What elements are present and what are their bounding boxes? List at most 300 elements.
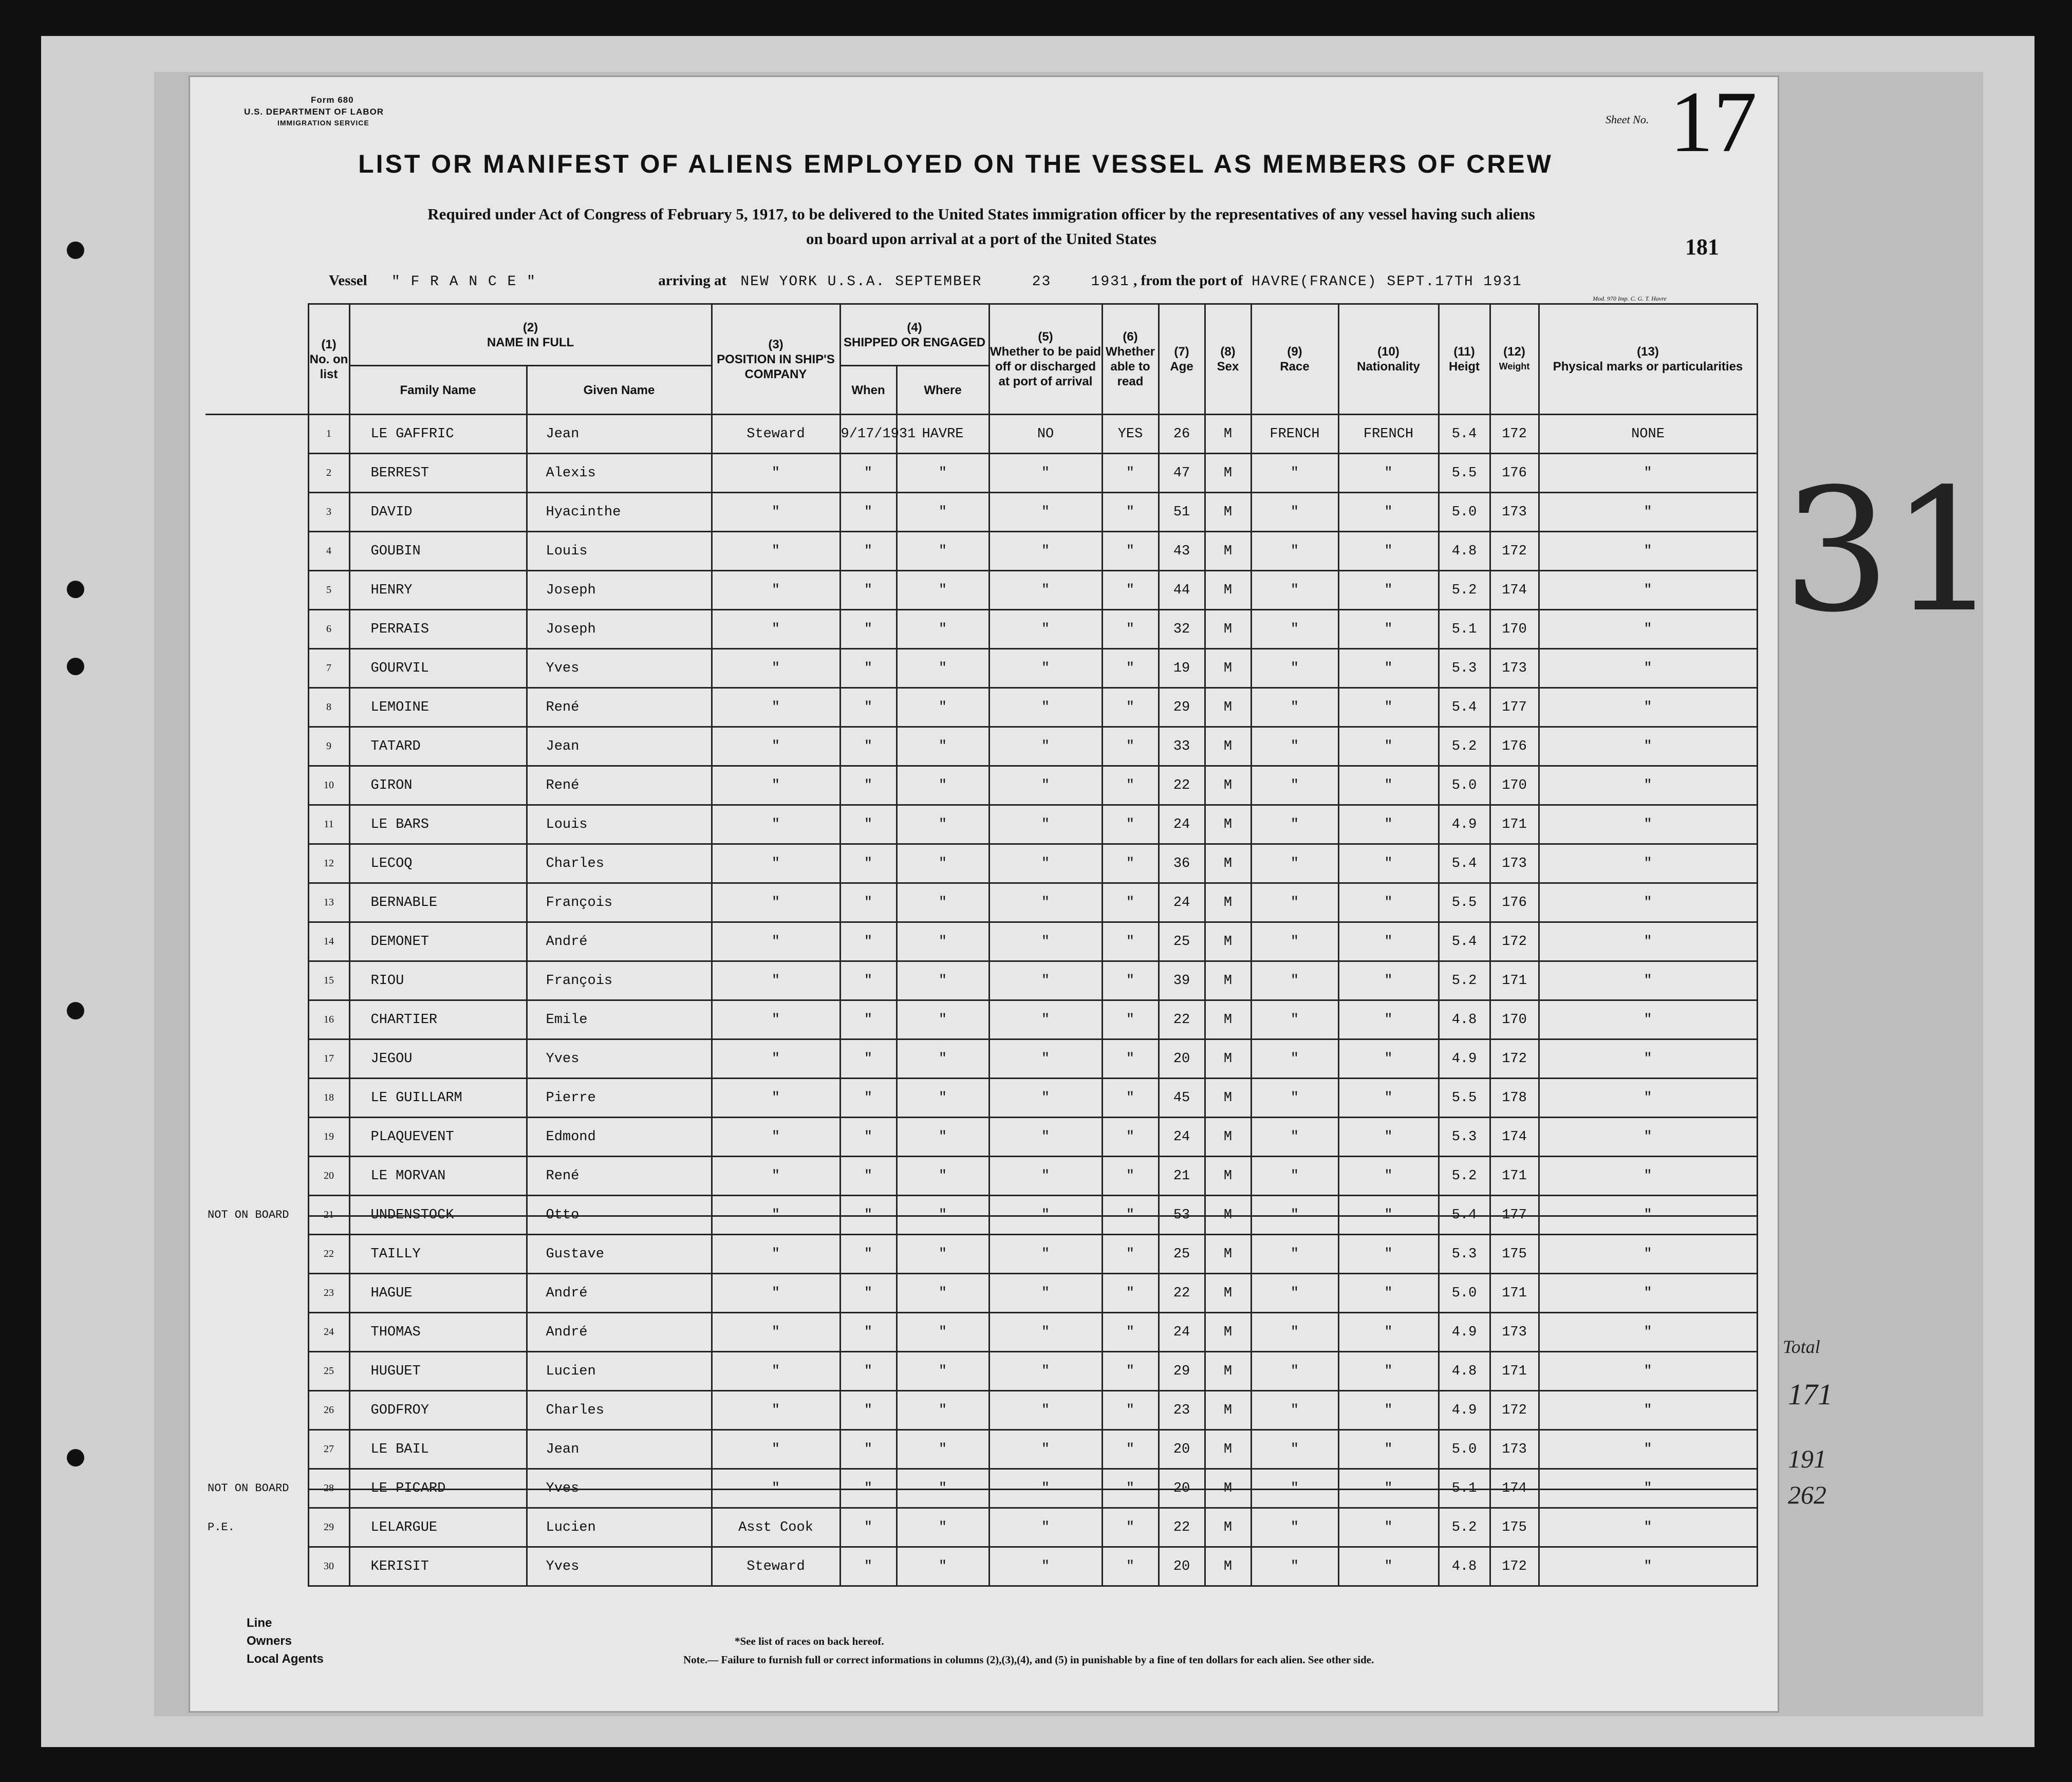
row-number-cell: 13 xyxy=(308,883,349,922)
nationality-cell: " xyxy=(1338,1235,1439,1274)
requirement-line-1: Required under Act of Congress of February 5, 1917, to be delivered to the United States immigration officer by the representatives of any vessel having such aliens xyxy=(427,205,1535,223)
position-cell: Steward xyxy=(712,415,840,454)
binder-hole xyxy=(67,1449,84,1467)
table-row xyxy=(206,1079,1757,1118)
margin-note-cell xyxy=(206,883,308,922)
family-name-cell: PLAQUEVENT xyxy=(349,1118,527,1157)
row-number-cell: 27 xyxy=(308,1430,349,1469)
nationality-cell: " xyxy=(1338,454,1439,493)
age-cell: 32 xyxy=(1159,610,1205,649)
physical-marks-cell: " xyxy=(1539,649,1757,688)
physical-marks-cell: " xyxy=(1539,1079,1757,1118)
margin-note-cell xyxy=(206,1313,308,1352)
shipped-where-cell: " xyxy=(897,649,989,688)
nationality-cell: " xyxy=(1338,610,1439,649)
race-cell: " xyxy=(1251,1040,1338,1079)
handwritten-number: 31 xyxy=(1783,452,1999,649)
nationality-cell: " xyxy=(1338,688,1439,727)
nationality-cell: " xyxy=(1338,766,1439,805)
nationality-cell: " xyxy=(1338,1313,1439,1352)
shipped-when-cell: " xyxy=(840,454,897,493)
sheet-number: 17 xyxy=(1670,73,1757,170)
family-name-cell: LE BAIL xyxy=(349,1430,527,1469)
margin-note-cell xyxy=(206,1157,308,1196)
nationality-cell: " xyxy=(1338,1508,1439,1547)
race-cell: " xyxy=(1251,688,1338,727)
shipped-where-cell: " xyxy=(897,1274,989,1313)
margin-note-cell xyxy=(206,688,308,727)
table-row xyxy=(206,532,1757,571)
row-number-cell: 17 xyxy=(308,1040,349,1079)
arrival-day: 23 xyxy=(1032,274,1052,290)
age-cell: 43 xyxy=(1159,532,1205,571)
shipped-where-cell: " xyxy=(897,493,989,532)
family-name-cell: LEMOINE xyxy=(349,688,527,727)
height-cell: 5.5 xyxy=(1439,883,1490,922)
age-cell: 20 xyxy=(1159,1469,1205,1508)
row-number-cell: 3 xyxy=(308,493,349,532)
row-number-cell: 11 xyxy=(308,805,349,844)
races-note: *See list of races on back hereof. xyxy=(735,1635,884,1647)
position-cell: " xyxy=(712,1079,840,1118)
given-name-cell: Charles xyxy=(527,844,712,883)
weight-cell: 172 xyxy=(1490,1547,1539,1586)
family-name-cell: GODFROY xyxy=(349,1391,527,1430)
height-cell: 5.2 xyxy=(1439,571,1490,610)
paid-off-cell: " xyxy=(989,493,1102,532)
weight-cell: 172 xyxy=(1490,922,1539,961)
weight-cell: 176 xyxy=(1490,883,1539,922)
position-cell: " xyxy=(712,805,840,844)
form-number: Form 680 xyxy=(311,95,354,105)
shipped-when-cell: " xyxy=(840,766,897,805)
age-cell: 20 xyxy=(1159,1547,1205,1586)
margin-note-cell xyxy=(206,805,308,844)
margin-note-cell xyxy=(206,1547,308,1586)
position-cell: " xyxy=(712,1469,840,1508)
shipped-when-cell: " xyxy=(840,1508,897,1547)
shipped-where-cell: " xyxy=(897,1079,989,1118)
strike-line xyxy=(898,1215,988,1217)
able-to-read-cell: " xyxy=(1102,688,1159,727)
sheet-label: Sheet No. xyxy=(1606,113,1649,126)
shipped-when-cell: " xyxy=(840,1430,897,1469)
position-cell: " xyxy=(712,1430,840,1469)
paid-off-cell: " xyxy=(989,1313,1102,1352)
sex-cell: M xyxy=(1205,1430,1251,1469)
margin-note-cell: NOT ON BOARD xyxy=(206,1469,308,1508)
weight-cell: 173 xyxy=(1490,493,1539,532)
table-row xyxy=(206,1040,1757,1079)
paid-off-cell: " xyxy=(989,922,1102,961)
table-row xyxy=(206,610,1757,649)
total-value-2: 191 xyxy=(1788,1444,1826,1473)
nationality-cell: " xyxy=(1338,1274,1439,1313)
row-number-cell: 9 xyxy=(308,727,349,766)
table-row xyxy=(206,727,1757,766)
weight-cell: 175 xyxy=(1490,1235,1539,1274)
race-cell: " xyxy=(1251,1313,1338,1352)
nationality-cell: " xyxy=(1338,961,1439,1000)
physical-marks-cell: " xyxy=(1539,766,1757,805)
nationality-cell: " xyxy=(1338,1118,1439,1157)
age-cell: 33 xyxy=(1159,727,1205,766)
sex-cell: M xyxy=(1205,805,1251,844)
paid-off-cell: " xyxy=(989,454,1102,493)
shipped-where-cell: " xyxy=(897,1157,989,1196)
height-cell: 4.9 xyxy=(1439,1391,1490,1430)
margin-note-cell xyxy=(206,1079,308,1118)
nationality-cell: " xyxy=(1338,493,1439,532)
shipped-where-cell: " xyxy=(897,688,989,727)
sex-cell: M xyxy=(1205,1196,1251,1235)
weight-cell: 173 xyxy=(1490,844,1539,883)
nationality-cell: " xyxy=(1338,922,1439,961)
shipped-when-cell: " xyxy=(840,1391,897,1430)
physical-marks-cell: " xyxy=(1539,688,1757,727)
paid-off-cell: " xyxy=(989,961,1102,1000)
sex-cell: M xyxy=(1205,1508,1251,1547)
able-to-read-cell: " xyxy=(1102,454,1159,493)
age-cell: 20 xyxy=(1159,1040,1205,1079)
age-cell: 19 xyxy=(1159,649,1205,688)
table-row xyxy=(206,1547,1757,1586)
table-row xyxy=(206,1469,1757,1508)
position-cell: Asst Cook xyxy=(712,1508,840,1547)
able-to-read-cell: " xyxy=(1102,844,1159,883)
family-name-cell: TATARD xyxy=(349,727,527,766)
col-sex: (8) Sex xyxy=(1205,304,1251,415)
able-to-read-cell: " xyxy=(1102,571,1159,610)
sex-cell: M xyxy=(1205,532,1251,571)
height-cell: 4.8 xyxy=(1439,1547,1490,1586)
position-cell: " xyxy=(712,922,840,961)
row-number-cell: 26 xyxy=(308,1391,349,1430)
col-when: When xyxy=(840,366,897,415)
requirement-line-2: on board upon arrival at a port of the United States xyxy=(806,230,1156,248)
col-height: (11) Heigt xyxy=(1439,304,1490,415)
age-cell: 47 xyxy=(1159,454,1205,493)
row-number-cell: 1 xyxy=(308,415,349,454)
service: IMMIGRATION SERVICE xyxy=(277,119,369,127)
margin-note-cell xyxy=(206,610,308,649)
position-cell: " xyxy=(712,1000,840,1040)
physical-marks-cell: " xyxy=(1539,1508,1757,1547)
physical-marks-cell: " xyxy=(1539,532,1757,571)
position-cell: " xyxy=(712,883,840,922)
family-name-cell: LECOQ xyxy=(349,844,527,883)
able-to-read-cell: " xyxy=(1102,1235,1159,1274)
weight-cell: 173 xyxy=(1490,649,1539,688)
margin-note-cell: P.E. xyxy=(206,1508,308,1547)
shipped-when-cell: " xyxy=(840,1352,897,1391)
height-cell: 5.4 xyxy=(1439,688,1490,727)
race-cell: " xyxy=(1251,1391,1338,1430)
given-name-cell: François xyxy=(527,961,712,1000)
total-value-3: 262 xyxy=(1788,1480,1826,1509)
given-name-cell: Lucien xyxy=(527,1508,712,1547)
margin-note-cell xyxy=(206,1352,308,1391)
given-name-cell: Pierre xyxy=(527,1079,712,1118)
able-to-read-cell: " xyxy=(1102,922,1159,961)
col-physical-marks: (13) Physical marks or particularities xyxy=(1539,304,1757,415)
physical-marks-cell: " xyxy=(1539,1313,1757,1352)
height-cell: 5.3 xyxy=(1439,649,1490,688)
from-label: , from the port of xyxy=(1133,272,1243,289)
shipped-where-cell: " xyxy=(897,454,989,493)
row-number-cell: 5 xyxy=(308,571,349,610)
strike-line xyxy=(898,1489,988,1490)
able-to-read-cell: " xyxy=(1102,649,1159,688)
sex-cell: M xyxy=(1205,922,1251,961)
shipped-where-cell: " xyxy=(897,1235,989,1274)
printer-mark: Mod. 970 Imp. C. G. T. Havre xyxy=(1593,295,1667,302)
height-cell: 4.8 xyxy=(1439,532,1490,571)
strike-line xyxy=(1103,1489,1158,1490)
height-cell: 5.4 xyxy=(1439,415,1490,454)
paid-off-cell: " xyxy=(989,571,1102,610)
family-name-cell: BERREST xyxy=(349,454,527,493)
strike-line xyxy=(713,1215,839,1217)
strike-line xyxy=(309,1489,349,1490)
race-cell: " xyxy=(1251,1508,1338,1547)
given-name-cell: Jean xyxy=(527,1430,712,1469)
strike-line xyxy=(841,1489,896,1490)
shipped-when-cell: " xyxy=(840,1040,897,1079)
height-cell: 5.4 xyxy=(1439,1196,1490,1235)
physical-marks-cell: " xyxy=(1539,610,1757,649)
paid-off-cell: " xyxy=(989,1040,1102,1079)
race-cell: " xyxy=(1251,1157,1338,1196)
age-cell: 22 xyxy=(1159,766,1205,805)
strike-line xyxy=(1160,1215,1204,1217)
table-body xyxy=(206,415,1757,1586)
position-cell: " xyxy=(712,688,840,727)
height-cell: 5.2 xyxy=(1439,1508,1490,1547)
race-cell: " xyxy=(1251,1547,1338,1586)
position-cell: " xyxy=(712,1352,840,1391)
nationality-cell: " xyxy=(1338,1000,1439,1040)
physical-marks-cell: " xyxy=(1539,1118,1757,1157)
family-name-cell: RIOU xyxy=(349,961,527,1000)
height-cell: 5.5 xyxy=(1439,1079,1490,1118)
fine-note: Note.— Failure to furnish full or correct informations in columns (2),(3),(4), and (5) in punishable by a fine of ten dollars for each alien. See other side. xyxy=(683,1654,1374,1666)
given-name-cell: Louis xyxy=(527,532,712,571)
shipped-where-cell: " xyxy=(897,922,989,961)
position-cell: " xyxy=(712,532,840,571)
given-name-cell: André xyxy=(527,922,712,961)
position-cell: " xyxy=(712,1157,840,1196)
physical-marks-cell: " xyxy=(1539,1196,1757,1235)
row-number-cell: 19 xyxy=(308,1118,349,1157)
physical-marks-cell: NONE xyxy=(1539,415,1757,454)
height-cell: 5.2 xyxy=(1439,961,1490,1000)
paid-off-cell: " xyxy=(989,1508,1102,1547)
col-weight: (12) Weight xyxy=(1490,304,1539,415)
family-name-cell: LE GAFFRIC xyxy=(349,415,527,454)
paid-off-cell: " xyxy=(989,844,1102,883)
given-name-cell: Yves xyxy=(527,1469,712,1508)
family-name-cell: PERRAIS xyxy=(349,610,527,649)
paid-off-cell: " xyxy=(989,766,1102,805)
strike-line xyxy=(990,1215,1102,1217)
nationality-cell: " xyxy=(1338,571,1439,610)
strike-line xyxy=(1491,1215,1538,1217)
physical-marks-cell: " xyxy=(1539,454,1757,493)
height-cell: 5.0 xyxy=(1439,1430,1490,1469)
table-row xyxy=(206,415,1757,454)
row-number-cell: 7 xyxy=(308,649,349,688)
strike-line xyxy=(990,1489,1102,1490)
nationality-cell: " xyxy=(1338,883,1439,922)
age-cell: 29 xyxy=(1159,1352,1205,1391)
able-to-read-cell: " xyxy=(1102,1352,1159,1391)
col-age: (7) Age xyxy=(1159,304,1205,415)
family-name-cell: HUGUET xyxy=(349,1352,527,1391)
row-number-cell: 4 xyxy=(308,532,349,571)
shipped-when-cell: " xyxy=(840,532,897,571)
height-cell: 4.9 xyxy=(1439,1313,1490,1352)
height-cell: 4.9 xyxy=(1439,1040,1490,1079)
sex-cell: M xyxy=(1205,688,1251,727)
shipped-where-cell: " xyxy=(897,883,989,922)
nationality-cell: " xyxy=(1338,727,1439,766)
margin-note-cell xyxy=(206,961,308,1000)
shipped-when-cell: " xyxy=(840,649,897,688)
height-cell: 5.3 xyxy=(1439,1235,1490,1274)
family-name-cell: JEGOU xyxy=(349,1040,527,1079)
margin-note-cell xyxy=(206,766,308,805)
physical-marks-cell: " xyxy=(1539,727,1757,766)
given-name-cell: Jean xyxy=(527,727,712,766)
paid-off-cell: " xyxy=(989,883,1102,922)
strike-line xyxy=(528,1215,711,1217)
row-number-cell: 29 xyxy=(308,1508,349,1547)
arrival-year: 1931 xyxy=(1091,274,1130,290)
able-to-read-cell: " xyxy=(1102,1079,1159,1118)
binder-hole xyxy=(67,658,84,675)
race-cell: " xyxy=(1251,649,1338,688)
given-name-cell: Charles xyxy=(527,1391,712,1430)
age-cell: 22 xyxy=(1159,1508,1205,1547)
given-name-cell: Otto xyxy=(527,1196,712,1235)
position-cell: " xyxy=(712,844,840,883)
col-no-on-list: (1) No. on list xyxy=(308,304,349,415)
race-cell: " xyxy=(1251,766,1338,805)
able-to-read-cell: " xyxy=(1102,727,1159,766)
family-name-cell: LE BARS xyxy=(349,805,527,844)
physical-marks-cell: " xyxy=(1539,1235,1757,1274)
age-cell: 20 xyxy=(1159,1430,1205,1469)
nationality-cell: " xyxy=(1338,649,1439,688)
shipped-where-cell: " xyxy=(897,532,989,571)
paid-off-cell: " xyxy=(989,1079,1102,1118)
height-cell: 5.1 xyxy=(1439,610,1490,649)
race-cell: " xyxy=(1251,571,1338,610)
margin-note-cell: NOT ON BOARD xyxy=(206,1196,308,1235)
weight-cell: 173 xyxy=(1490,1430,1539,1469)
able-to-read-cell: YES xyxy=(1102,415,1159,454)
race-cell: " xyxy=(1251,727,1338,766)
vessel-label: Vessel xyxy=(329,272,367,289)
col-position: (3) POSITION IN SHIP'S COMPANY xyxy=(712,304,840,415)
family-name-cell: GIRON xyxy=(349,766,527,805)
nationality-cell: " xyxy=(1338,1391,1439,1430)
footer-line: Line xyxy=(247,1616,272,1630)
age-cell: 23 xyxy=(1159,1391,1205,1430)
weight-cell: 174 xyxy=(1490,571,1539,610)
weight-cell: 171 xyxy=(1490,961,1539,1000)
shipped-when-cell: " xyxy=(840,727,897,766)
row-number-cell: 2 xyxy=(308,454,349,493)
physical-marks-cell: " xyxy=(1539,1000,1757,1040)
family-name-cell: HAGUE xyxy=(349,1274,527,1313)
family-name-cell: LELARGUE xyxy=(349,1508,527,1547)
row-number-cell: 15 xyxy=(308,961,349,1000)
shipped-where-cell: " xyxy=(897,1000,989,1040)
shipped-where-cell: " xyxy=(897,1352,989,1391)
age-cell: 53 xyxy=(1159,1196,1205,1235)
weight-cell: 175 xyxy=(1490,1508,1539,1547)
position-cell: " xyxy=(712,727,840,766)
able-to-read-cell: " xyxy=(1102,1118,1159,1157)
family-name-cell: LE GUILLARM xyxy=(349,1079,527,1118)
margin-note-cell xyxy=(206,649,308,688)
table-header xyxy=(206,304,1757,415)
race-cell: " xyxy=(1251,1430,1338,1469)
sex-cell: M xyxy=(1205,961,1251,1000)
shipped-where-cell: HAVRE xyxy=(897,415,989,454)
table-row xyxy=(206,1000,1757,1040)
weight-cell: 172 xyxy=(1490,532,1539,571)
table-row xyxy=(206,883,1757,922)
able-to-read-cell: " xyxy=(1102,1469,1159,1508)
weight-cell: 176 xyxy=(1490,727,1539,766)
position-cell: " xyxy=(712,1118,840,1157)
row-number-cell: 14 xyxy=(308,922,349,961)
shipped-where-cell: " xyxy=(897,1118,989,1157)
able-to-read-cell: " xyxy=(1102,1157,1159,1196)
weight-cell: 172 xyxy=(1490,1391,1539,1430)
position-cell: " xyxy=(712,766,840,805)
sex-cell: M xyxy=(1205,1000,1251,1040)
height-cell: 5.4 xyxy=(1439,922,1490,961)
shipped-where-cell: " xyxy=(897,1547,989,1586)
strike-line xyxy=(1160,1489,1204,1490)
age-cell: 29 xyxy=(1159,688,1205,727)
family-name-cell: KERISIT xyxy=(349,1547,527,1586)
given-name-cell: Alexis xyxy=(527,454,712,493)
paid-off-cell: " xyxy=(989,610,1102,649)
physical-marks-cell: " xyxy=(1539,961,1757,1000)
row-number-cell: 21 xyxy=(308,1196,349,1235)
position-cell: " xyxy=(712,649,840,688)
physical-marks-cell: " xyxy=(1539,922,1757,961)
race-cell: " xyxy=(1251,610,1338,649)
race-cell: " xyxy=(1251,532,1338,571)
shipped-when-cell: " xyxy=(840,493,897,532)
family-name-cell: GOURVIL xyxy=(349,649,527,688)
strike-line xyxy=(528,1489,711,1490)
col-paid-off: (5) Whether to be paid off or discharged at port of arrival xyxy=(989,304,1102,415)
shipped-where-cell: " xyxy=(897,766,989,805)
given-name-cell: Hyacinthe xyxy=(527,493,712,532)
strike-line xyxy=(350,1489,526,1490)
paid-off-cell: " xyxy=(989,1430,1102,1469)
position-cell: " xyxy=(712,1196,840,1235)
age-cell: 51 xyxy=(1159,493,1205,532)
physical-marks-cell: " xyxy=(1539,1157,1757,1196)
